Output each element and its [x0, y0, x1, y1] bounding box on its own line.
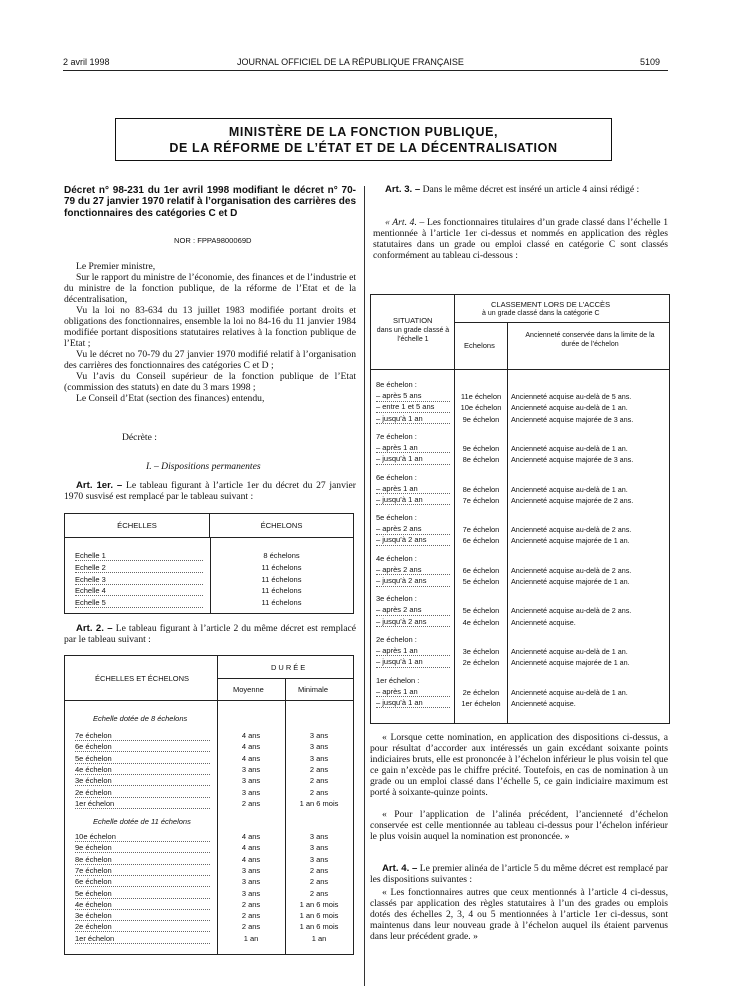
article-4-quoted-text: Les fonctionnaires titulaires d’un grade classé dans l’échelle 1 mentionnée à l’article 1er ci-dessus et nommés en application des règles statutaires dans un grade ou emploi classé en catégorie C sont classés conformément au tableau ci-dessous :: [373, 217, 668, 261]
table-row-minimale: 3 ans: [309, 843, 329, 853]
table-row-moyenne: 1 an: [243, 933, 259, 943]
table3-header-situation-sub: dans un grade classé à l’échelle 1: [376, 327, 450, 343]
table-row-situation: – jusqu’à 2 ans: [376, 618, 450, 628]
table-group-title: 1er échelon :: [376, 675, 420, 685]
table-row-echelon: 1er échelon: [461, 698, 501, 708]
table2-header-echelles: ÉCHELLES ET ÉCHELONS: [95, 674, 190, 683]
table-row-echelon: 2e échelon: [75, 788, 210, 798]
table2-header-moyenne: Moyenne: [233, 685, 264, 694]
table-row-situation: – jusqu’à 2 ans: [376, 536, 450, 546]
table-row-echelons: 11 échelons: [261, 574, 302, 584]
table-row-anciennete: Ancienneté acquise majorée de 2 ans.: [511, 495, 634, 505]
table-row-minimale: 3 ans: [309, 742, 329, 752]
table-row-situation: – entre 1 et 5 ans: [376, 403, 450, 413]
table-group-title: 3e échelon :: [376, 594, 417, 604]
ministry-line-1: MINISTÈRE DE LA FONCTION PUBLIQUE,: [228, 125, 499, 139]
table-row-echelon: 4e échelon: [75, 900, 210, 910]
table-row-moyenne: 4 ans: [241, 854, 261, 864]
paragraph-anciennete: « Pour l’application de l’alinéa précédent, l’ancienneté d’échelon conservée est celle mentionnée au tableau ci-dessus pour l’échelon inférieur le plus voisin auquel la nomination est prononcée. »: [370, 809, 668, 842]
table-row-situation: – jusqu’à 1 an: [376, 658, 450, 668]
article-4-label: Art. 4. –: [382, 863, 418, 874]
table-row-echelon: 6e échelon: [462, 565, 500, 575]
table-row-echelon: 7e échelon: [75, 866, 210, 876]
visa-loi: Vu la loi no 83-634 du 13 juillet 1983 modifiée portant droits et obligations des fonctionnaires, ensemble la loi no 84-16 du 11 janvier 1984 modifiée portant dispositions statutaires relatives à la fonction publique de l’Etat ;: [64, 305, 356, 349]
table-row-situation: – après 2 ans: [376, 525, 450, 535]
ministry-box: [115, 118, 612, 161]
table-row-moyenne: 4 ans: [241, 832, 261, 841]
article-2-label: Art. 2. –: [76, 623, 113, 634]
table-row-situation: – après 5 ans: [376, 392, 450, 402]
table-row-situation: – après 1 an: [376, 444, 450, 454]
table-row-minimale: 2 ans: [309, 877, 329, 887]
table-row-moyenne: 3 ans: [241, 877, 261, 887]
table-row-echelon: 9e échelon: [462, 443, 500, 453]
table-row-echelon: 6e échelon: [462, 536, 500, 546]
table-row-echelons: 11 échelons: [261, 562, 302, 572]
table-row-anciennete: Ancienneté acquise au-delà de 1 an.: [511, 646, 628, 656]
table-row-echelon: 5e échelon: [75, 889, 210, 899]
table-group-title: 7e échelon :: [376, 431, 417, 441]
decree-title: Décret n° 98-231 du 1er avril 1998 modifiant le décret n° 70-79 du 27 janvier 1970 relatif à l’organisation des carrières des fonctionnaires des catégories C et D: [64, 185, 356, 219]
nor-reference: NOR : FPPA9800069D: [174, 236, 252, 245]
table-row-echelon: 2e échelon: [462, 687, 500, 697]
table-row-minimale: 2 ans: [309, 764, 329, 774]
table-row-anciennete: Ancienneté acquise au-delà de 1 an.: [511, 687, 628, 697]
table-row-situation: – jusqu’à 2 ans: [376, 577, 450, 587]
table-row-minimale: 2 ans: [309, 865, 329, 875]
table-row-echelon: 2e échelon: [462, 658, 500, 668]
table-classement: [370, 294, 670, 724]
table-row-moyenne: 2 ans: [241, 899, 261, 909]
article-4-text: Le premier alinéa de l’article 5 du même décret est remplacé par les dispositions suivantes :: [370, 863, 668, 885]
table-row-echelle: Echelle 2: [75, 563, 203, 573]
table-row-moyenne: 2 ans: [241, 798, 261, 808]
table-row-echelon: 7e échelon: [462, 495, 500, 505]
table2-rule-duree: [217, 678, 353, 679]
header-date: 2 avril 1998: [63, 57, 110, 67]
visa-conseil-superieur: Vu l’avis du Conseil supérieur de la fonction publique de l’Etat (commission des statuts) en date du 3 mars 1998 ;: [64, 371, 356, 393]
table-row-echelons: 11 échelons: [261, 598, 302, 608]
table-row-echelon: 4e échelon: [462, 617, 500, 627]
table-row-echelons: 11 échelons: [261, 586, 302, 596]
table-row-echelle: Echelle 4: [75, 586, 203, 596]
paragraph-gain-indiciaire: « Lorsque cette nomination, en application des dispositions ci-dessus, a pour résultat d’accorder aux intéressés un gain excédant soixante points indiciaires bruts, elle est prononcée à l’échelon inférieur le plus voisin tel que ce gain n’excède pas le chiffre précité. Toutefois, en cas de nomination à un grade ou un emploi classé dans l’échelle 5, ce gain indiciaire maximum est porté à soixante-quinze points.: [370, 732, 668, 798]
table-row-anciennete: Ancienneté acquise majorée de 1 an.: [511, 577, 630, 586]
table-row-echelon: 8e échelon: [462, 484, 500, 494]
article-1-text: Le tableau figurant à l’article 1er du décret du 27 janvier 1970 susvisé est remplacé par le tableau suivant :: [64, 480, 356, 502]
table-row-echelon: 4e échelon: [75, 765, 210, 775]
table3-header-echelons: Echelons: [464, 341, 495, 350]
table-row-echelon: 1er échelon: [75, 799, 210, 809]
table-row-echelon: 7e échelon: [75, 731, 210, 741]
table-group-title: 4e échelon :: [376, 553, 417, 563]
article-3-text: Dans le même décret est inséré un article 4 ainsi rédigé :: [422, 184, 640, 195]
table-row-anciennete: Ancienneté acquise.: [511, 617, 576, 627]
header-rule: [63, 70, 668, 71]
table1-header-echelles: ÉCHELLES: [65, 514, 210, 538]
article-2-text: Le tableau figurant à l’article 2 du même décret est remplacé par le tableau suivant :: [64, 623, 357, 645]
table-row-echelon: 1er échelon: [75, 934, 210, 944]
column-divider: [364, 186, 365, 986]
table-row-minimale: 1 an 6 mois: [299, 911, 339, 921]
table-row-echelon: 5e échelon: [462, 606, 500, 616]
header-page-number: 5109: [640, 57, 661, 67]
visa-rapport: Sur le rapport du ministre de l’économie, des finances et de l’industrie et du ministre de la fonction publique, de la réforme de l’Etat et de la décentralisation,: [64, 272, 356, 305]
visa-decret: Vu le décret no 70-79 du 27 janvier 1970 modifié relatif à l’organisation des carrières des fonctionnaires des catégories C et D ;: [64, 349, 356, 371]
table-row-moyenne: 2 ans: [241, 922, 261, 932]
table-row-echelon: 6e échelon: [75, 877, 210, 887]
table-row-situation: – après 1 an: [376, 647, 450, 657]
table-row-anciennete: Ancienneté acquise.: [511, 698, 576, 708]
table-row-echelon: 9e échelon: [462, 414, 500, 424]
table-row-moyenne: 3 ans: [241, 764, 261, 774]
table-row-situation: – après 1 an: [376, 688, 450, 698]
article-1: [64, 481, 356, 503]
table-row-minimale: 3 ans: [309, 854, 329, 864]
table-row-moyenne: 4 ans: [241, 753, 261, 763]
table-group-title: 2e échelon :: [376, 634, 417, 644]
table-group-title: 8e échelon :: [376, 380, 417, 389]
table2-header-minimale: Minimale: [298, 685, 329, 694]
table-row-anciennete: Ancienneté acquise au-delà de 1 an.: [511, 484, 628, 494]
table-row-minimale: 3 ans: [309, 753, 329, 763]
paragraph-maintien: « Les fonctionnaires autres que ceux mentionnés à l’article 4 ci-dessus, classés par application des règles statutaires à l’un des grades ou emplois dotés des échelles 2, 3, 4 ou 5 mentionnées à l’article 1er ci-dessus, sont maintenus dans leur nouveau grade à l’échelon auquel ils étaient parvenus dans leur précédent grade. »: [370, 887, 668, 942]
table-row-minimale: 3 ans: [309, 731, 329, 740]
table-row-minimale: 2 ans: [309, 888, 329, 898]
table-row-situation: – jusqu’à 1 an: [376, 699, 450, 709]
table-row-moyenne: 3 ans: [241, 787, 261, 797]
table-row-echelon: 6e échelon: [75, 742, 210, 752]
table-row-echelle: Echelle 1: [75, 551, 203, 561]
table-row-echelon: 11e échelon: [460, 392, 502, 401]
premier-ministre: Le Premier ministre,: [76, 261, 156, 272]
table-row-echelle: Echelle 3: [75, 575, 203, 585]
ministry-line-2: DE LA RÉFORME DE L’ÉTAT ET DE LA DÉCENTRALISATION: [169, 141, 558, 155]
table-group-title: 5e échelon :: [376, 513, 417, 523]
article-4: [370, 864, 668, 886]
article-3-label: Art. 3. –: [385, 184, 421, 195]
table-row-anciennete: Ancienneté acquise majorée de 1 an.: [511, 658, 630, 668]
table-row-echelon: 8e échelon: [75, 855, 210, 865]
article-2: [64, 624, 356, 646]
article-4-quoted-label: « Art. 4. –: [385, 217, 425, 228]
table3-header-classement: CLASSEMENT LORS DE L’ACCÈS: [491, 300, 611, 309]
table-row-anciennete: Ancienneté acquise au-delà de 2 ans.: [511, 606, 632, 616]
table-row-minimale: 1 an 6 mois: [299, 798, 339, 808]
table-row-minimale: 2 ans: [309, 776, 329, 786]
table-durees: [64, 655, 354, 955]
table1-header-echelons: ÉCHELONS: [210, 514, 353, 538]
table-row-echelon: 10e échelon: [460, 403, 502, 413]
table-row-echelon: 3e échelon: [75, 776, 210, 786]
table-row-echelon: 5e échelon: [462, 577, 500, 586]
visa-conseil-etat: Le Conseil d’Etat (section des finances) entendu,: [76, 393, 265, 404]
table-row-minimale: 3 ans: [309, 832, 329, 841]
table-row-anciennete: Ancienneté acquise majorée de 1 an.: [511, 536, 630, 546]
decrete: Décrète :: [122, 432, 157, 443]
table-row-echelon: 2e échelon: [75, 922, 210, 932]
table-row-echelon: 5e échelon: [75, 754, 210, 764]
table-row-minimale: 1 an: [311, 933, 327, 943]
table-row-moyenne: 4 ans: [241, 742, 261, 752]
table3-divider-2: [507, 322, 508, 723]
table-row-moyenne: 4 ans: [241, 843, 261, 853]
table-group-title: 6e échelon :: [376, 472, 417, 482]
table-row-echelon: 10e échelon: [75, 832, 210, 842]
table3-header-classement-sub: à un grade classé dans la catégorie C: [482, 310, 600, 317]
table-row-echelon: 7e échelon: [462, 525, 500, 535]
table3-rule-header: [371, 369, 669, 370]
table-row-echelle: Echelle 5: [75, 598, 203, 608]
table-row-moyenne: 3 ans: [241, 776, 261, 786]
table-row-minimale: 2 ans: [309, 787, 329, 797]
article-4-quoted: [373, 218, 668, 262]
table-row-situation: – jusqu’à 1 an: [376, 455, 450, 465]
table-row-moyenne: 3 ans: [241, 865, 261, 875]
table-row-moyenne: 2 ans: [241, 911, 261, 921]
table-row-situation: – après 1 an: [376, 485, 450, 495]
table-row-echelons: 8 échelons: [263, 551, 300, 560]
table-row-situation: – jusqu’à 1 an: [376, 496, 450, 506]
table-row-situation: – après 2 ans: [376, 566, 450, 576]
table3-header-situation: SITUATION: [393, 316, 433, 325]
table-row-minimale: 1 an 6 mois: [299, 899, 339, 909]
table-row-minimale: 1 an 6 mois: [299, 922, 339, 932]
table-row-anciennete: Ancienneté acquise au-delà de 1 an.: [511, 403, 628, 413]
table2-rule-header: [65, 700, 353, 701]
table3-header-anciennete: Ancienneté conservée dans la limite de la durée de l’échelon: [525, 332, 655, 348]
table2-group2-title: Echelle dotée de 11 échelons: [93, 817, 191, 826]
table3-rule-classement: [454, 322, 669, 323]
table-row-anciennete: Ancienneté acquise au-delà de 5 ans.: [511, 392, 632, 401]
table-row-echelon: 8e échelon: [462, 455, 500, 465]
section-title: I. – Dispositions permanentes: [146, 461, 261, 472]
table-row-anciennete: Ancienneté acquise au-delà de 2 ans.: [511, 565, 632, 575]
table2-group1-title: Echelle dotée de 8 échelons: [93, 714, 188, 723]
table-row-echelon: 3e échelon: [462, 646, 500, 656]
table-row-echelon: 3e échelon: [75, 911, 210, 921]
table-row-situation: – après 2 ans: [376, 606, 450, 616]
table-row-echelon: 9e échelon: [75, 843, 210, 853]
table2-header-duree: DURÉE: [271, 663, 308, 672]
table-row-anciennete: Ancienneté acquise au-delà de 2 ans.: [511, 525, 632, 535]
article-3: [373, 185, 668, 196]
header-journal-title: JOURNAL OFFICIEL DE LA RÉPUBLIQUE FRANÇAISE: [237, 57, 464, 67]
table-row-moyenne: 4 ans: [241, 731, 261, 740]
table-row-situation: – jusqu’à 1 an: [376, 415, 450, 425]
table-row-anciennete: Ancienneté acquise majorée de 3 ans.: [511, 414, 634, 424]
table-row-anciennete: Ancienneté acquise majorée de 3 ans.: [511, 455, 634, 465]
table-echelles: [64, 513, 354, 614]
article-1-label: Art. 1er. –: [76, 480, 123, 491]
table-row-anciennete: Ancienneté acquise au-delà de 1 an.: [511, 443, 628, 453]
table-row-moyenne: 3 ans: [241, 888, 261, 898]
